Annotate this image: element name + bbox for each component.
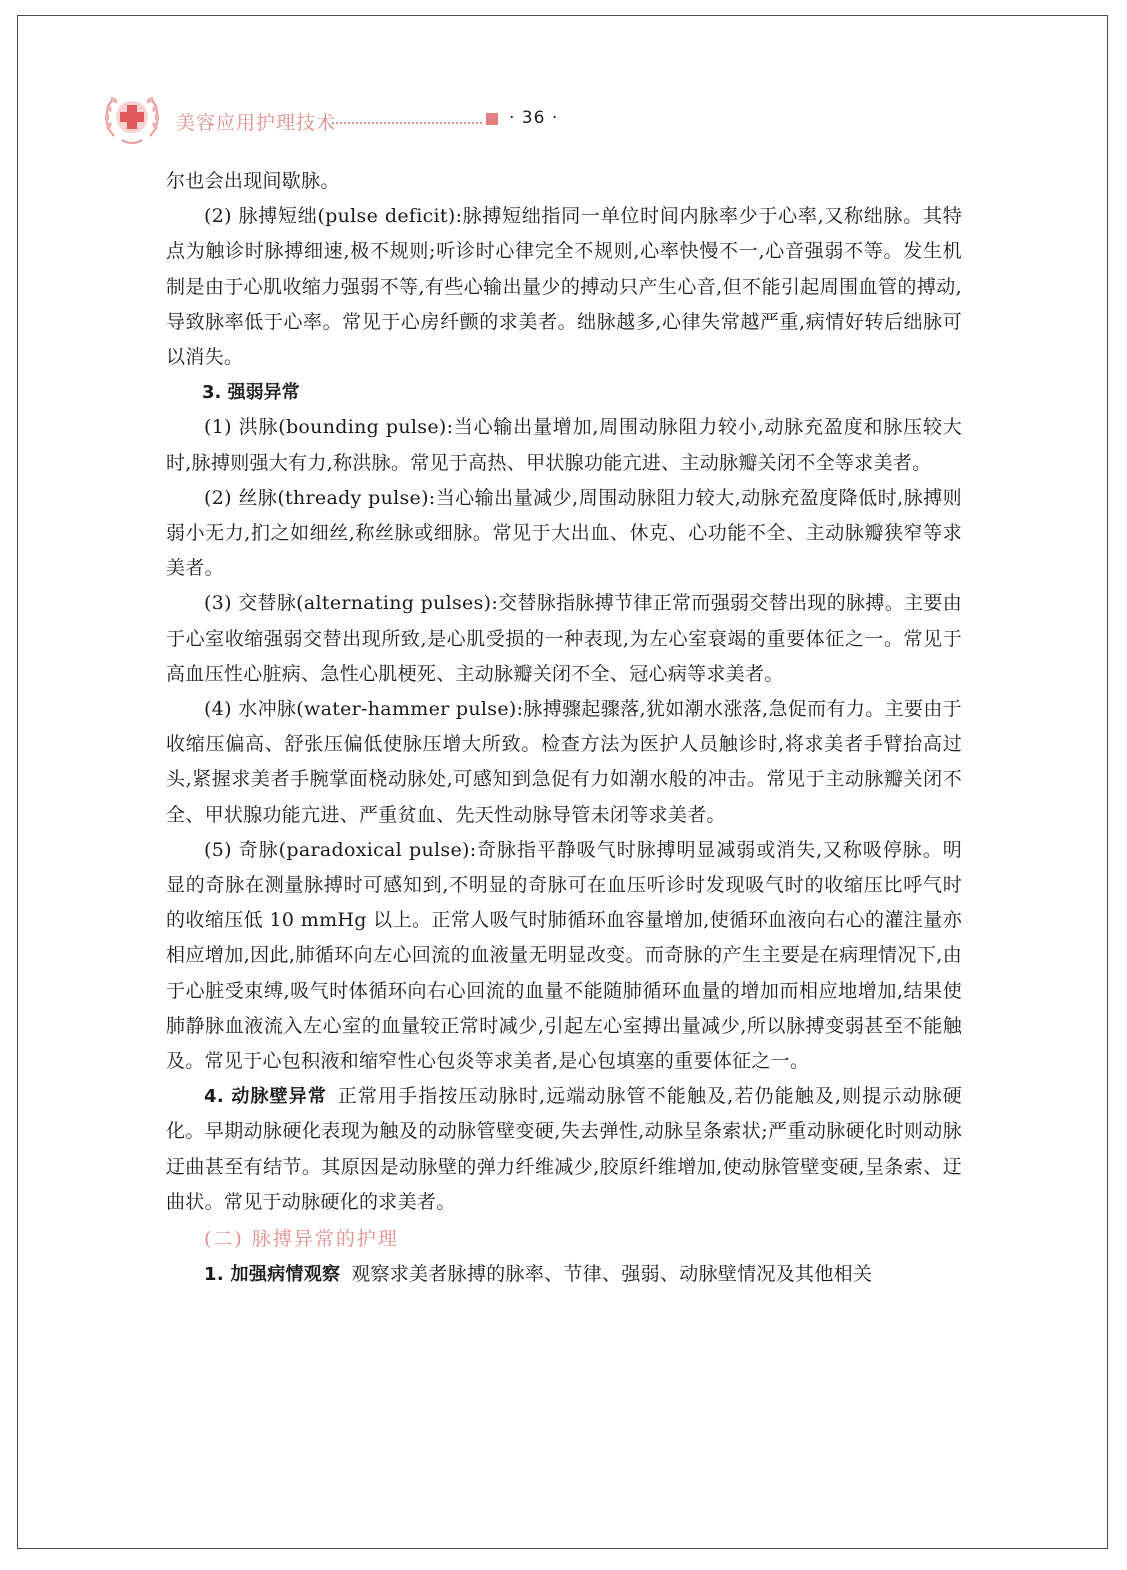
paragraph-bounding-pulse: (1) 洪脉(bounding pulse):当心输出量增加,周围动脉阻力较小,动脉充盈度和脉压较大时,脉搏则强大有力,称洪脉。常见于高热、甲状腺功能亢进、主动脉瓣关闭不全等求美者。 xyxy=(166,416,962,474)
paragraph-paradoxical-pulse: (5) 奇脉(paradoxical pulse):奇脉指平静吸气时脉搏明显减弱或消失,又称吸停脉。明显的奇脉在测量脉搏时可感知到,不明显的奇脉可在血压听诊时发现吸气时的收缩压比呼气时的收缩压低 10 mmHg 以上。正常人吸气时肺循环血容量增加,使循环血液向右心的灌注量亦相应增加,因此,肺循环向左心回流的血液量无明显改变。而奇脉的产生主要是在病理情况下,由于心脏受束缚,吸气时体循环向右心回流的血量不能随肺循环血量的增加而相应地增加,结果使肺静脉血液流入左心室的血量较正常时减少,引起左心室搏出量减少,所以脉搏变弱甚至不能触及。常见于心包积液和缩窄性心包炎等求美者,是心包填塞的重要体征之一。 xyxy=(166,838,962,1073)
leader-square-icon xyxy=(486,113,498,125)
running-title: 美容应用护理技术 xyxy=(176,112,337,134)
paragraph-thready-pulse: (2) 丝脉(thready pulse):当心输出量减少,周围动脉阻力较大,动脉充盈度降低时,脉搏则弱小无力,扪之如细丝,称丝脉或细脉。常见于大出血、休克、心功能不全、主动脉瓣狭窄等求美者。 xyxy=(166,486,962,580)
heading-strength-abnormal: 3. 强弱异常 xyxy=(202,382,300,404)
red-cross-emblem-icon xyxy=(100,86,164,150)
section-heading-pulse-care: (二) 脉搏异常的护理 xyxy=(204,1228,399,1251)
page-header xyxy=(100,86,1000,150)
page-number: · 36 · xyxy=(509,108,559,128)
paragraph-arterial-wall xyxy=(166,1079,962,1220)
heading-observation: 1. 加强病情观察 xyxy=(204,1264,341,1286)
page-body xyxy=(166,164,962,1293)
paragraph-pulse-deficit: (2) 脉搏短绌(pulse deficit):脉搏短绌指同一单位时间内脉率少于心率,又称绌脉。其特点为触诊时脉搏细速,极不规则;听诊时心律完全不规则,心率快慢不一,心音强弱不等。发生机制是由于心肌收缩力强弱不等,有些心输出量少的搏动只产生心音,但不能引起周围血管的搏动,导致脉率低于心率。常见于心房纤颤的求美者。绌脉越多,心律失常越严重,病情好转后绌脉可以消失。 xyxy=(166,205,962,369)
title-leader-dots xyxy=(332,122,482,124)
heading-arterial-wall: 4. 动脉壁异常 xyxy=(204,1086,327,1108)
arterial-wall-text: 正常用手指按压动脉时,远端动脉管不能触及,若仍能触及,则提示动脉硬化。早期动脉硬化表现为触及的动脉管壁变硬,失去弹性,动脉呈条索状;严重动脉硬化时则动脉迂曲甚至有结节。其原因是动脉壁的弹力纤维减少,胶原纤维增加,使动脉管壁变硬,呈条索、迂曲状。常见于动脉硬化的求美者。 xyxy=(166,1085,962,1213)
observation-text: 观察求美者脉搏的脉率、节律、强弱、动脉壁情况及其他相关 xyxy=(351,1263,873,1286)
paragraph-alternating-pulse: (3) 交替脉(alternating pulses):交替脉指脉搏节律正常而强弱交替出现的脉搏。主要由于心室收缩强弱交替出现所致,是心肌受损的一种表现,为左心室衰竭的重要体征之一。常见于高血压性心脏病、急性心肌梗死、主动脉瓣关闭不全、冠心病等求美者。 xyxy=(166,592,962,685)
paragraph-continuation: 尔也会出现间歇脉。 xyxy=(166,170,340,192)
paragraph-water-hammer-pulse: (4) 水冲脉(water-hammer pulse):脉搏骤起骤落,犹如潮水涨落,急促而有力。主要由于收缩压偏高、舒张压偏低使脉压增大所致。检查方法为医护人员触诊时,将求美者手臂抬高过头,紧握求美者手腕掌面桡动脉处,可感知到急促有力如潮水般的冲击。常见于主动脉瓣关闭不全、甲状腺功能亢进、严重贫血、先天性动脉导管未闭等求美者。 xyxy=(166,698,962,826)
paragraph-observation xyxy=(166,1257,962,1292)
